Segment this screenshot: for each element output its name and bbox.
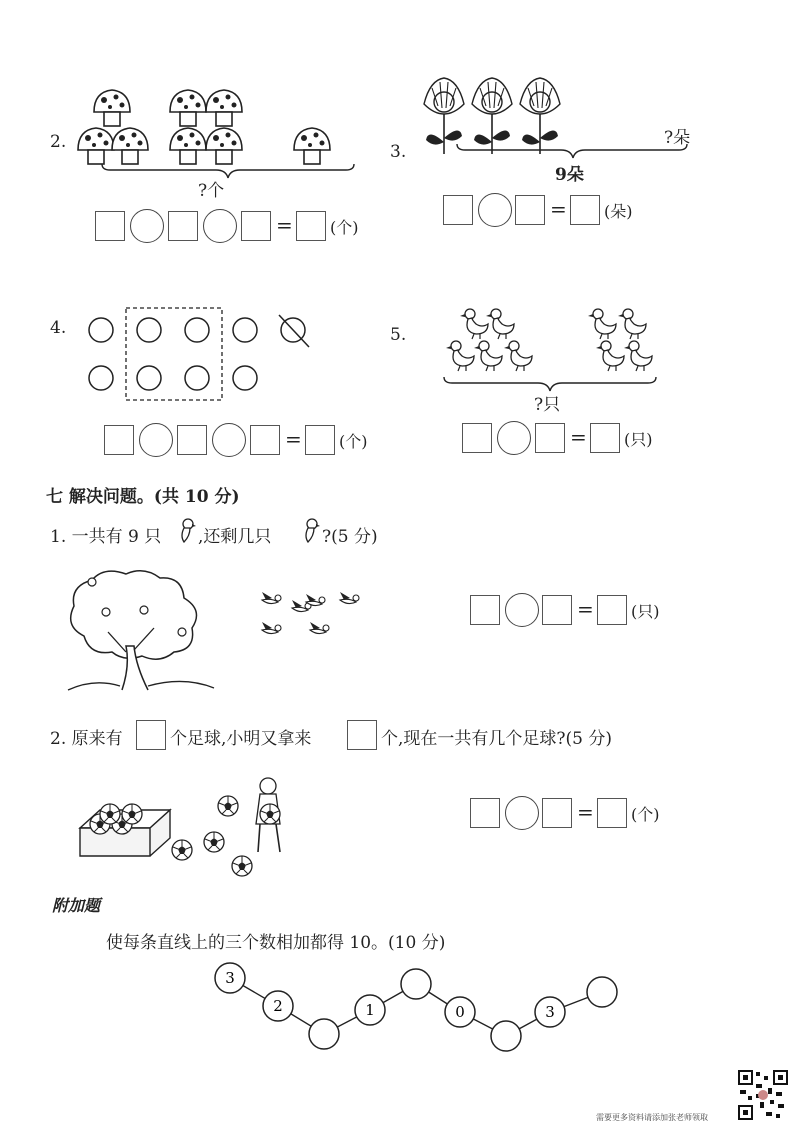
- unit-label: (只): [624, 430, 653, 449]
- bird-icon: [176, 518, 198, 544]
- chain-node-label: 0: [455, 1003, 465, 1021]
- problem-5-brace-label: ?只: [534, 395, 561, 415]
- unit-label: (只): [631, 602, 660, 621]
- q1-text-a: 1. 一共有 9 只: [50, 527, 162, 547]
- answer-box[interactable]: [570, 195, 600, 225]
- answer-box[interactable]: [296, 211, 326, 241]
- soccer-balls-illustration: [76, 774, 336, 894]
- answer-box[interactable]: [542, 595, 572, 625]
- problem-3-brace-label: 9朵: [555, 165, 584, 185]
- chain-node-label: 3: [225, 969, 235, 987]
- duck-illustration: [440, 300, 670, 380]
- answer-box[interactable]: [250, 425, 280, 455]
- unit-label: (个): [339, 432, 368, 451]
- chain-node-4[interactable]: [401, 969, 431, 999]
- equals-sign: =: [285, 427, 302, 451]
- answer-box[interactable]: [95, 211, 125, 241]
- q2-text-a: 2. 原来有: [50, 729, 123, 749]
- chain-node-2[interactable]: [309, 1019, 339, 1049]
- chain-node-label: 1: [365, 1001, 375, 1019]
- answer-box[interactable]: [443, 195, 473, 225]
- answer-box[interactable]: [177, 425, 207, 455]
- answer-box[interactable]: [470, 798, 500, 828]
- operator-circle[interactable]: [505, 593, 539, 627]
- problem-3-brace: [455, 142, 695, 162]
- equals-sign: =: [550, 197, 567, 221]
- problem-3-number: 3.: [390, 142, 407, 162]
- answer-box[interactable]: [515, 195, 545, 225]
- problem-4-number: 4.: [50, 318, 67, 338]
- q2-text-b: 个足球,小明又拿来: [170, 729, 312, 749]
- answer-box[interactable]: [305, 425, 335, 455]
- answer-box[interactable]: [542, 798, 572, 828]
- tree-illustration: [64, 566, 224, 696]
- equals-sign: =: [276, 213, 293, 237]
- operator-circle[interactable]: [139, 423, 173, 457]
- section-7-title: 七 解决问题。(共 10 分): [46, 487, 240, 507]
- answer-box[interactable]: [535, 423, 565, 453]
- chain-node-8[interactable]: [587, 977, 617, 1007]
- blank-box[interactable]: [136, 720, 166, 750]
- operator-circle[interactable]: [203, 209, 237, 243]
- flying-birds-illustration: [250, 586, 370, 646]
- q1-text-b: ,还剩几只: [198, 527, 272, 547]
- answer-box[interactable]: [597, 595, 627, 625]
- bonus-instruction: 使每条直线上的三个数相加都得 10。(10 分): [106, 933, 446, 953]
- equals-sign: =: [570, 425, 587, 449]
- answer-box[interactable]: [462, 423, 492, 453]
- operator-circle[interactable]: [505, 796, 539, 830]
- chain-node-label: 3: [545, 1003, 555, 1021]
- unit-label: (个): [631, 805, 660, 824]
- unit-label: (朵): [604, 202, 633, 221]
- operator-circle[interactable]: [478, 193, 512, 227]
- answer-box[interactable]: [597, 798, 627, 828]
- chain-node-6[interactable]: [491, 1021, 521, 1051]
- footer-note: 需要更多资料请添加张老师领取: [596, 1113, 708, 1122]
- answer-box[interactable]: [104, 425, 134, 455]
- answer-box[interactable]: [168, 211, 198, 241]
- answer-box[interactable]: [470, 595, 500, 625]
- equals-sign: =: [577, 597, 594, 621]
- qr-code-icon: [738, 1070, 788, 1120]
- q2-text-c: 个,现在一共有几个足球?(5 分): [381, 729, 613, 749]
- bird-icon: [300, 518, 322, 544]
- answer-box[interactable]: [590, 423, 620, 453]
- blank-box[interactable]: [347, 720, 377, 750]
- q1-text-c: ?(5 分): [322, 527, 378, 547]
- number-chain-diagram: [210, 962, 630, 1062]
- operator-circle[interactable]: [130, 209, 164, 243]
- unit-label: (个): [330, 218, 359, 237]
- answer-box[interactable]: [241, 211, 271, 241]
- equals-sign: =: [577, 800, 594, 824]
- problem-3-side-label: ?朵: [664, 128, 691, 148]
- operator-circle[interactable]: [497, 421, 531, 455]
- problem-2-brace: [100, 162, 360, 182]
- circle-grouping-illustration: [80, 300, 320, 410]
- chain-node-label: 2: [273, 997, 283, 1015]
- problem-2-brace-label: ?个: [198, 181, 225, 201]
- mushroom-illustration: [78, 88, 398, 168]
- bonus-title: 附加题: [52, 896, 101, 915]
- operator-circle[interactable]: [212, 423, 246, 457]
- problem-5-number: 5.: [390, 325, 407, 345]
- problem-2-number: 2.: [50, 132, 67, 152]
